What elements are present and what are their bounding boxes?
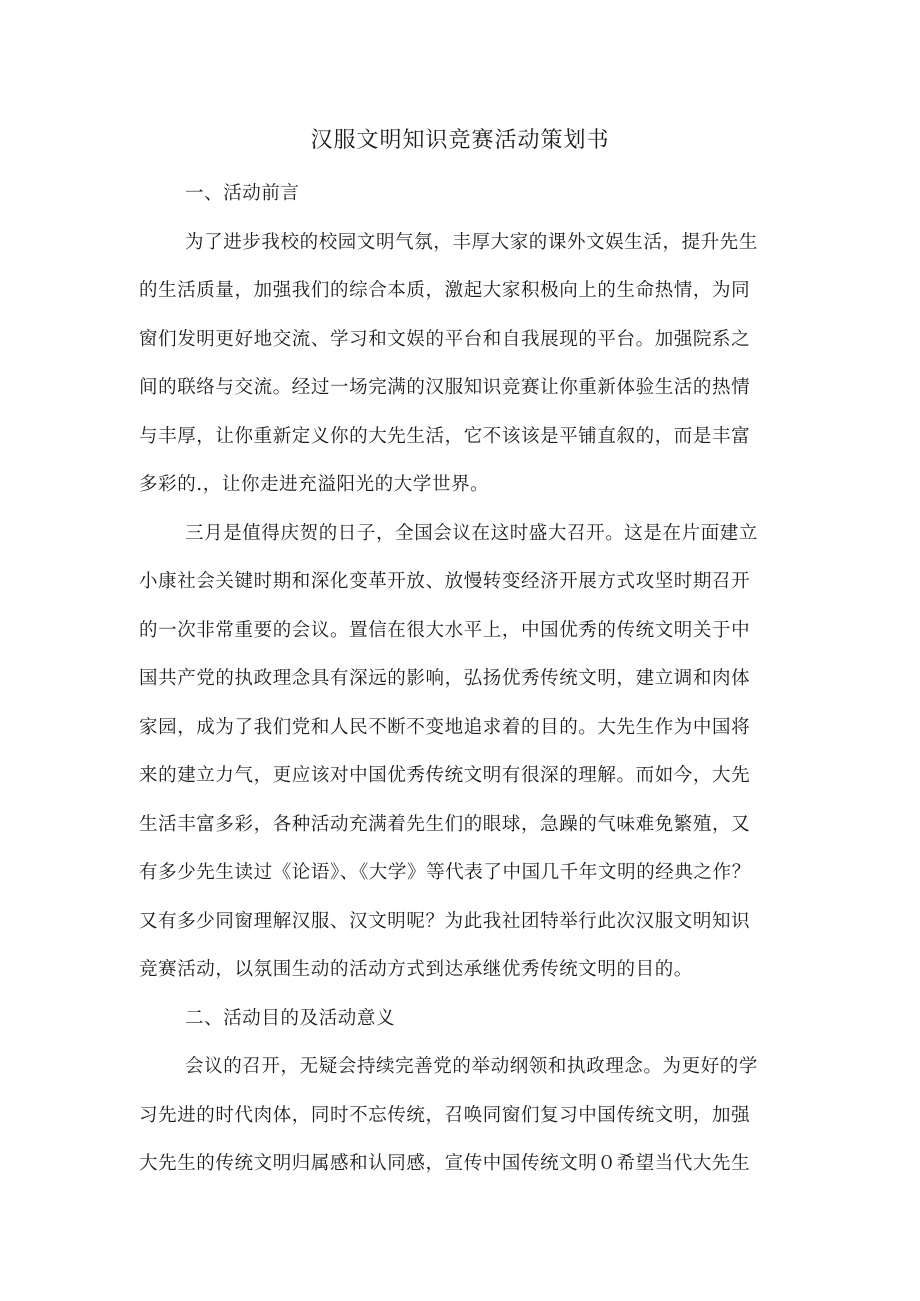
paragraph-line: 国共产党的执政理念具有深远的影响，弘扬优秀传统文明，建立调和肉体 — [139, 668, 751, 689]
paragraph-line: 会议的召开，无疑会持续完善党的举动纲领和执政理念。为更好的学 — [185, 1056, 759, 1077]
section-heading: 一、活动前言 — [185, 183, 300, 204]
paragraph-line: 多彩的.，让你走进充溢阳光的大学世界。 — [139, 474, 490, 495]
paragraph-line: 竞赛活动，以氛围生动的活动方式到达承继优秀传统文明的目的。 — [139, 959, 693, 980]
paragraph-line: 为了进步我校的校园文明气氛，丰厚大家的课外文娱生活，提升先生 — [185, 231, 759, 253]
paragraph-line: 生活丰富多彩，各种活动充满着先生们的眼球，急躁的气味难免繁殖，又 — [139, 813, 751, 835]
paragraph-line: 大先生的传统文明归属感和认同感，宣传中国传统文明０希望当代大先生 — [139, 1153, 751, 1174]
document-body — [139, 170, 789, 1189]
paragraph-line: 小康社会关键时期和深化变革开放、放慢转变经济开展方式攻坚时期召开 — [139, 571, 751, 592]
paragraph-line: 有多少先生读过《论语》、《大学》等代表了中国几千年文明的经典之作？ — [139, 862, 751, 883]
section-heading: 二、活动目的及活动意义 — [185, 1007, 396, 1029]
paragraph-line: 与丰厚，让你重新定义你的大先生活，它不该该是平铺直叙的，而是丰富 — [139, 425, 751, 447]
paragraph-line: 三月是值得庆贺的日子，全国会议在这时盛大召开。这是在片面建立 — [185, 522, 759, 544]
paragraph-line: 间的联络与交流。经过一场完满的汉服知识竞赛让你重新体验生活的热情 — [139, 377, 751, 398]
paragraph-line: 又有多少同窗理解汉服、汉文明呢？为此我社团特举行此次汉服文明知识 — [139, 910, 751, 932]
paragraph-line: 的一次非常重要的会议。置信在很大水平上，中国优秀的传统文明关于中 — [139, 619, 751, 641]
paragraph-line: 来的建立力气，更应该对中国优秀传统文明有很深的理解。而如今，大先 — [139, 765, 751, 786]
document-title: 汉服文明知识竞赛活动策划书 — [310, 128, 610, 153]
paragraph-line: 的生活质量，加强我们的综合本质，激起大家积极向上的生命热情，为同 — [139, 280, 751, 301]
paragraph-line: 习先进的时代肉体，同时不忘传统，召唤同窗们复习中国传统文明，加强 — [139, 1104, 751, 1126]
paragraph-line: 窗们发明更好地交流、学习和文娱的平台和自我展现的平台。加强院系之 — [139, 328, 751, 350]
paragraph-line: 家园，成为了我们党和人民不断不变地追求着的目的。大先生作为中国将 — [139, 716, 751, 738]
